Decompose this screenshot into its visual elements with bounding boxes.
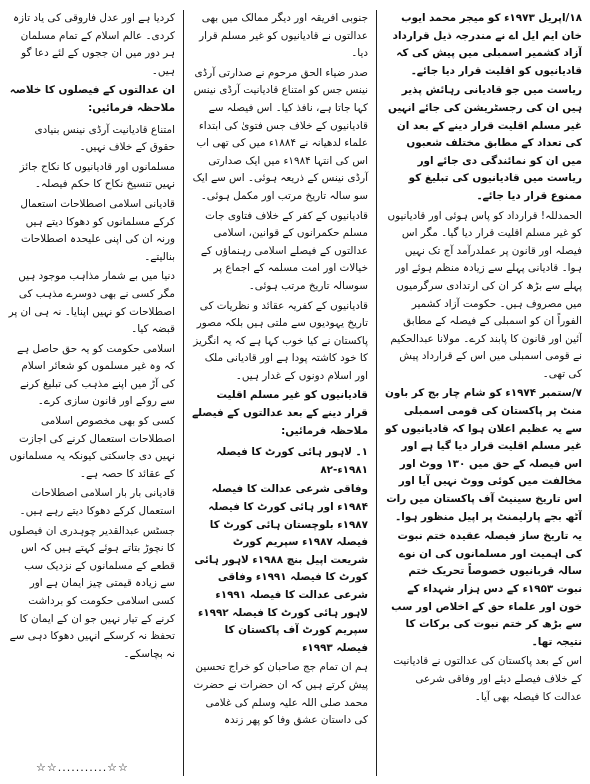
paragraph: صدر ضیاء الحق مرحوم نے صدارتی آرڈی نینس جس کو امتناع قادیانیت آرڈی نینس کہا جاتا ہے، نافذ کیا۔ اس فیصلہ سے قادیانیوں کے خلاف جس فتویٰ کی ابتداء علماء لدھیانہ نے ۱۸۸۴ء میں کی تھی اب اس کی انتہا ۱۹۸۴ء میں ایک صدارتی آرڈی نینس کے ذریعہ ہوئی۔ اس سے ایک سو سالہ تاریخ مرتب اور مکمل ہوئی۔ — [192, 66, 368, 202]
summary-point: کسی کو بھی مخصوص اسلامی اصطلاحات استعمال کرنے کی اجازت نہیں دی جاسکتی کیونکہ یہ مسلمانوں کے عقائد کا حصہ ہے۔ — [9, 415, 175, 480]
summary-point: قادیانی اسلامی اصطلاحات استعمال کرکے مسلمانوں کو دھوکا دیتے ہیں ورنہ ان کی اپنی علیحدہ اصطلاحات بنالیتے۔ — [20, 197, 175, 263]
summary-point: قادیانی بار بار اسلامی اصطلاحات استعمال کرکے دھوکا دیتے رہے ہیں۔ — [19, 487, 175, 518]
summary-point: امتناع قادیانیت آرڈی نینس بنیادی حقوق کے خلاف نہیں۔ — [34, 123, 175, 154]
column-left — [8, 10, 183, 776]
paragraph: ہم ان تمام جج صاحبان کو خراج تحسین پیش کرتے ہیں کہ ان حضرات نے حضرت محمد صلی اللہ علیہ وسلم کی غلامی کی داستان عشق وفا کو پھر زندہ — [193, 661, 368, 727]
paragraph: اس کے بعد پاکستان کی عدالتوں نے قادیانیت کے خلاف فیصلے دیئے اور وفاقی شرعی عدالت کا فیصلہ بھی آیا۔ — [393, 655, 582, 703]
summary-point: مسلمانوں اور قادیانیوں کا نکاح جائز نہیں تنسیخ نکاح کا حکم فیصلہ۔ — [19, 160, 175, 191]
section-heading: ان عدالتوں کے فیصلوں کا خلاصہ ملاحظہ فرمائیں: — [9, 84, 175, 114]
summary-point: اسلامی حکومت کو یہ حق حاصل ہے کہ وہ غیر مسلموں کو شعائر اسلام کی آڑ میں اپنے مذہب کی تبلیغ کرنے سے روکے اور قانون سازی کرے۔ — [17, 342, 175, 408]
paragraph: یہ تاریخ ساز فیصلہ عقیدہ ختم نبوت کی اہمیت اور مسلمانوں کی ان نوے سالہ قربانیوں خصوصاً تحریک ختم نبوت ۱۹۵۳ء کے دس ہزار شہداء کے خون اور علماء حق کے اخلاص اور سب سے بڑھ کر ختم نبوت کی برکات کا نتیجہ تھا۔ — [391, 530, 582, 648]
court-list: وفاقی شرعی عدالت کا فیصلہ ۱۹۸۴ء اور ہائی کورٹ کا فیصلہ ۱۹۸۷ء بلوچستان ہائی کورٹ کا فیصلہ ۱۹۸۷ء سپریم کورٹ شریعت اپیل بنچ ۱۹۸۸ء لاہور ہائی کورٹ کا فیصلہ ۱۹۹۱ء وفاقی شرعی عدالت کا فیصلہ ۱۹۹۱ء لاہور ہائی کورٹ کا فیصلہ ۱۹۹۲ء سپریم کورٹ آف پاکستان کا فیصلہ ۱۹۹۳ء — [194, 483, 368, 654]
section-heading: قادیانیوں کو غیر مسلم اقلیت قرار دینے کے بعد عدالتوں کے فیصلے ملاحظہ فرمائیں: — [192, 389, 368, 437]
paragraph: جنوبی افریقہ اور دیگر ممالک میں بھی عدالتوں نے قادیانیوں کو غیر مسلم قرار دیا۔ — [199, 12, 368, 60]
paragraph: ۷/ستمبر ۱۹۷۴ء کو شام چار بج کر باون منٹ پر پاکستان کی قومی اسمبلی سے یہ عظیم اعلان ہوا کہ قادیانیوں کو غیر مسلم اقلیت قرار دیا گیا ہے اور اس فیصلہ کے حق میں ۱۳۰ ووٹ اور مخالفت میں کوئی ووٹ نہیں آیا اور اس تاریخ سینیٹ آف پاکستان میں رات آٹھ بجے پارلیمنٹ پر اپیل منظور ہوا۔ — [385, 387, 582, 523]
column-right — [377, 10, 582, 776]
paragraph: الحمدللہ! قرارداد کو پاس ہوئی اور قادیانیوں کو غیر مسلم اقلیت قرار دیا گیا۔ مگر اس فیصلہ اور قانون پر عملدرآمد آج تک نہیں ہوا۔ قادیانی پہلے سے زیادہ منظم ہوئے اور پہلے سے بڑھ کر ان کی ارتدادی سرگرمیوں میں مصروف ہیں۔ حکومت آزاد کشمیر الفوراً ان کو اسمبلی کے فیصلہ کے مطابق آئین اور قانون کا پابند کرے۔ مولانا عبدالحکیم نے قومی اسمبلی میں اس کے قرارداد پیش کی تھی۔ — [387, 209, 582, 380]
paragraph: کردیا ہے اور عدل فاروقی کی یاد تازہ کردی۔ عالم اسلام کے تمام مسلمان ہر دور میں ان ججوں کے لئے دعا گو ہیں۔ — [12, 12, 175, 77]
summary-point: دنیا میں بے شمار مذاہب موجود ہیں مگر کسی نے بھی دوسرے مذہب کی اصطلاحات کو نہیں اپنایا۔ نہ ہی ان پر قبضہ کیا۔ — [8, 270, 175, 336]
column-middle — [183, 10, 377, 776]
footer-stars: ☆☆...........☆☆ — [36, 761, 129, 774]
text-columns — [8, 10, 582, 776]
court-list-item: ۱۔ لاہور ہائی کورٹ کا فیصلہ ۱۹۸۱ء-۸۲ — [216, 446, 368, 476]
paragraph: قادیانیوں کے کفر کے خلاف فتاوی جات مسلم حکمرانوں کے قوانین، اسلامی عدالتوں کے فیصلے اسلامی رہنماؤں کے خیالات اور امت مسلمہ کے اجماع پر سوسالہ تاریخ مرتب ہوئی۔ — [200, 209, 368, 292]
paragraph: ۱۸/اپریل ۱۹۷۳ء کو میجر محمد ایوب خان ایم ایل اے نے مندرجہ ذیل قرارداد آزاد کشمیر اسمبلی میں پیش کی کہ قادیانیوں کو اقلیت قرار دیا جائے۔ — [392, 12, 582, 77]
paragraph: قادیانیوں کے کفریہ عقائد و نظریات کی تاریخ یہودیوں سے ملتی ہیں بلکہ مصور پاکستان نے کیا خوب کہا ہے کہ یہ انگریز کا خود کاشتہ پودا ہے اور قادیانی ملک اور اسلام دونوں کے غدار ہیں۔ — [193, 299, 368, 382]
paragraph: ریاست میں جو قادیانی رہائش پذیر ہیں ان کی رجسٹریشن کی جائے انہیں غیر مسلم اقلیت قرار دینے کے بعد ان کی تعداد کے مطابق مختلف شعبوں میں ان کو نمائندگی دی جائے اور ریاست میں قادیانیوں کی تبلیغ کو ممنوع قرار دیا جائے۔ — [387, 84, 582, 202]
paragraph: جسٹس عبدالقدیر چوہدری ان فیصلوں کا نچوڑ بتاتے ہوئے کہتے ہیں کہ اس قطعے کے مسلمانوں کے نزدیک سب سے زیادہ قیمتی چیز ایمان ہے اور کسی اسلامی حکومت کو برداشت کرنے کے تیار نہیں جو ان کے ایمان کا تحفظ نہ کرسکے انہیں دھوکا دہی سے نہ بچاسکے۔ — [8, 524, 175, 660]
